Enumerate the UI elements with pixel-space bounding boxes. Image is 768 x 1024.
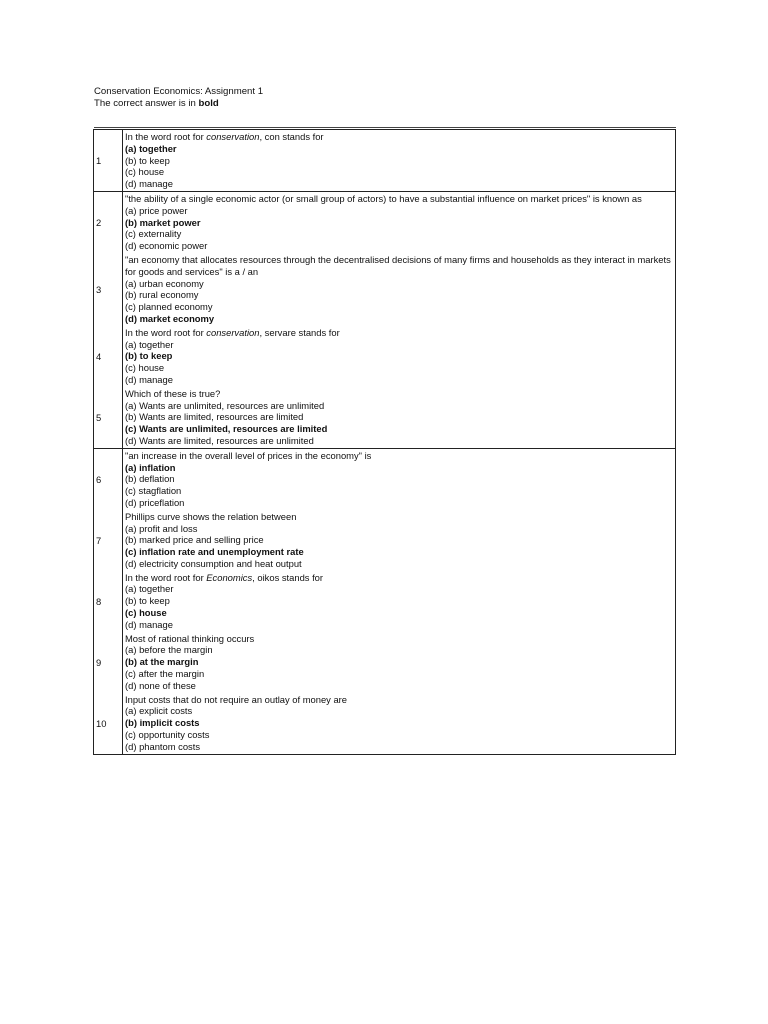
answer-option: (b) Wants are limited, resources are limited [125, 411, 304, 423]
correct-option: (b) implicit costs [125, 717, 200, 729]
header-divider [94, 127, 676, 128]
answer-option: (c) opportunity costs [125, 729, 210, 741]
answer-option: (a) together [125, 583, 174, 595]
answer-option: (c) house [125, 166, 165, 178]
correct-option: (b) at the margin [125, 656, 199, 668]
question-body [123, 387, 676, 448]
answer-option: (c) house [125, 362, 165, 374]
correct-option: (c) inflation rate and unemployment rate [125, 546, 304, 558]
question-text: In the word root for conservation, con stands for [125, 131, 324, 142]
answer-option: (b) deflation [125, 473, 175, 485]
question-text: Phillips curve shows the relation between [125, 510, 297, 522]
question-body [123, 253, 676, 326]
correct-option: (b) to keep [125, 350, 173, 362]
question-body [123, 693, 676, 754]
answer-option: (b) marked price and selling price [125, 534, 264, 546]
answer-option: (d) Wants are limited, resources are unlimited [125, 434, 314, 446]
answer-option: (b) rural economy [125, 289, 199, 301]
question-row [94, 387, 676, 448]
correct-option: (c) house [125, 607, 167, 619]
question-number: 2 [94, 191, 123, 252]
question-number: 1 [94, 130, 123, 192]
answer-key-note: The correct answer is in bold [94, 98, 219, 109]
answer-option: (c) planned economy [125, 301, 213, 313]
answer-option: (a) urban economy [125, 277, 204, 289]
answer-option: (a) before the margin [125, 644, 213, 656]
question-body [123, 571, 676, 632]
answer-option: (d) manage [125, 373, 173, 385]
question-text: Most of rational thinking occurs [125, 632, 255, 644]
correct-option: (d) market economy [125, 312, 215, 324]
answer-option: (a) together [125, 338, 174, 350]
question-text: "an economy that allocates resources through the decentralised decisions of many firms and households as they interact in markets for goods and services" is a / an [125, 253, 671, 277]
question-number: 3 [94, 253, 123, 326]
question-text: In the word root for conservation, servare stands for [125, 326, 340, 338]
question-row [94, 130, 676, 192]
document-title: Conservation Economics: Assignment 1 [94, 86, 264, 97]
answer-option: (b) to keep [125, 595, 170, 607]
question-body [123, 510, 676, 571]
question-number: 9 [94, 632, 123, 693]
question-body [123, 448, 676, 509]
question-number: 8 [94, 571, 123, 632]
document-heading [94, 86, 263, 110]
question-row [94, 448, 676, 509]
answer-option: (d) manage [125, 618, 173, 630]
answer-option: (b) to keep [125, 154, 170, 166]
question-text: "an increase in the overall level of prices in the economy" is [125, 449, 372, 461]
question-row [94, 632, 676, 693]
answer-option: (d) economic power [125, 240, 208, 252]
question-text: In the word root for Economics, oikos stands for [125, 571, 324, 583]
answer-option: (d) priceflation [125, 496, 185, 508]
answer-option: (c) after the margin [125, 668, 205, 680]
question-number: 7 [94, 510, 123, 571]
question-text: "the ability of a single economic actor (or small group of actors) to have a substantial influence on market prices" is known as [125, 192, 642, 204]
question-body [123, 130, 676, 192]
answer-option: (a) Wants are unlimited, resources are unlimited [125, 399, 325, 411]
question-row [94, 191, 676, 252]
answer-option: (a) profit and loss [125, 522, 198, 534]
question-body [123, 632, 676, 693]
answer-option: (a) explicit costs [125, 705, 193, 717]
question-body [123, 191, 676, 252]
question-number: 5 [94, 387, 123, 448]
answer-option: (c) externality [125, 228, 182, 240]
question-table [93, 129, 676, 755]
question-number: 4 [94, 326, 123, 387]
answer-option: (d) none of these [125, 679, 196, 691]
question-row [94, 510, 676, 571]
correct-option: (b) market power [125, 216, 201, 228]
question-number: 6 [94, 448, 123, 509]
correct-option: (a) inflation [125, 461, 176, 473]
correct-option: (c) Wants are unlimited, resources are limited [125, 423, 328, 435]
answer-option: (d) manage [125, 178, 173, 190]
correct-option: (a) together [125, 142, 177, 154]
question-number: 10 [94, 693, 123, 754]
answer-option: (d) electricity consumption and heat output [125, 557, 302, 569]
question-row [94, 693, 676, 754]
answer-option: (d) phantom costs [125, 740, 201, 752]
answer-option: (c) stagflation [125, 485, 182, 497]
question-row [94, 571, 676, 632]
answer-option: (a) price power [125, 204, 188, 216]
question-row [94, 326, 676, 387]
question-row [94, 253, 676, 326]
question-text: Input costs that do not require an outlay of money are [125, 693, 348, 705]
question-text: Which of these is true? [125, 387, 221, 399]
question-body [123, 326, 676, 387]
